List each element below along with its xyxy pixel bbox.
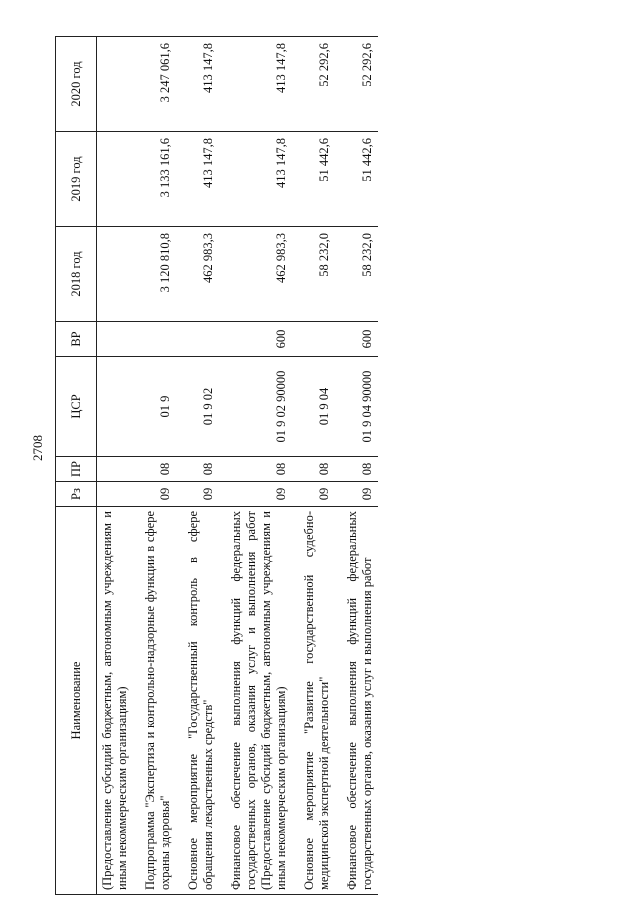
header-row: [56, 37, 97, 895]
row-name: (Предоставление субсидий бюджетным, автономным учреждениям и иным некоммерческим организациям): [97, 507, 134, 895]
row-pr: [97, 457, 134, 482]
row-csr: [97, 357, 134, 457]
row-2018: 3 120 810,8: [133, 227, 176, 322]
row-name: Финансовое обеспечение выполнения функций федеральных государственных органов, оказания услуг и выполнения работ (Предоставление субсидий бюджетным, автономным учреждениям и иным некоммерческим организациям): [219, 507, 292, 895]
row-vr: [176, 322, 219, 357]
row-rz: 09: [292, 482, 335, 507]
row-2018: [97, 227, 134, 322]
row-pr: 08: [133, 457, 176, 482]
row-name: Основное мероприятие "Государственный контроль в сфере обращения лекарственных средств": [176, 507, 219, 895]
row-2020: 3 247 061,6: [133, 37, 176, 132]
row-2018: 462 983,3: [176, 227, 219, 322]
page-number: [26, 428, 50, 468]
row-rz: 09: [133, 482, 176, 507]
table-row: [133, 37, 176, 895]
row-csr: 01 9 04 90000: [335, 357, 378, 457]
header-2018: 2018 год: [56, 227, 97, 322]
row-pr: 08: [176, 457, 219, 482]
page-number-text: 2708: [30, 435, 45, 461]
row-name: Основное мероприятие "Развитие государственной судебно-медицинской экспертной деятельности": [292, 507, 335, 895]
row-2019: [97, 132, 134, 227]
row-vr: [292, 322, 335, 357]
row-rz: 09: [176, 482, 219, 507]
header-2020: 2020 год: [56, 37, 97, 132]
row-name: Подпрограмма "Экспертиза и контрольно-надзорные функции в сфере охраны здоровья": [133, 507, 176, 895]
header-2019: 2019 год: [56, 132, 97, 227]
row-2018: 58 232,0: [335, 227, 378, 322]
table-row: [176, 37, 219, 895]
budget-table: [55, 36, 378, 895]
row-rz: 09: [335, 482, 378, 507]
header-csr: ЦСР: [56, 357, 97, 457]
row-csr: 01 9 02: [176, 357, 219, 457]
row-csr: 01 9 02 90000: [219, 357, 292, 457]
row-rz: [97, 482, 134, 507]
header-vr: ВР: [56, 322, 97, 357]
row-2020: 52 292,6: [335, 37, 378, 132]
rotated-page-content: [55, 43, 597, 895]
row-2018: 58 232,0: [292, 227, 335, 322]
row-csr: 01 9 04: [292, 357, 335, 457]
table-row: [335, 37, 378, 895]
row-2018: 462 983,3: [219, 227, 292, 322]
row-2019: 51 442,6: [292, 132, 335, 227]
row-2020: 413 147,8: [219, 37, 292, 132]
row-2020: [97, 37, 134, 132]
row-2019: 51 442,6: [335, 132, 378, 227]
table-row: [292, 37, 335, 895]
table-row: [97, 37, 134, 895]
row-csr: 01 9: [133, 357, 176, 457]
table-body: [97, 37, 379, 895]
row-pr: 08: [335, 457, 378, 482]
row-vr: 600: [219, 322, 292, 357]
row-name: Финансовое обеспечение выполнения функций федеральных государственных органов, оказания услуг и выполнения работ: [335, 507, 378, 895]
row-2020: 413 147,8: [176, 37, 219, 132]
row-pr: 08: [292, 457, 335, 482]
row-2020: 52 292,6: [292, 37, 335, 132]
header-rz: Рз: [56, 482, 97, 507]
row-vr: 600: [335, 322, 378, 357]
header-name: Наименование: [56, 507, 97, 895]
row-vr: [97, 322, 134, 357]
table-row: [219, 37, 292, 895]
row-pr: 08: [219, 457, 292, 482]
row-2019: 413 147,8: [176, 132, 219, 227]
row-rz: 09: [219, 482, 292, 507]
header-pr: ПР: [56, 457, 97, 482]
row-2019: 413 147,8: [219, 132, 292, 227]
row-2019: 3 133 161,6: [133, 132, 176, 227]
table-header: [56, 37, 97, 895]
row-vr: [133, 322, 176, 357]
